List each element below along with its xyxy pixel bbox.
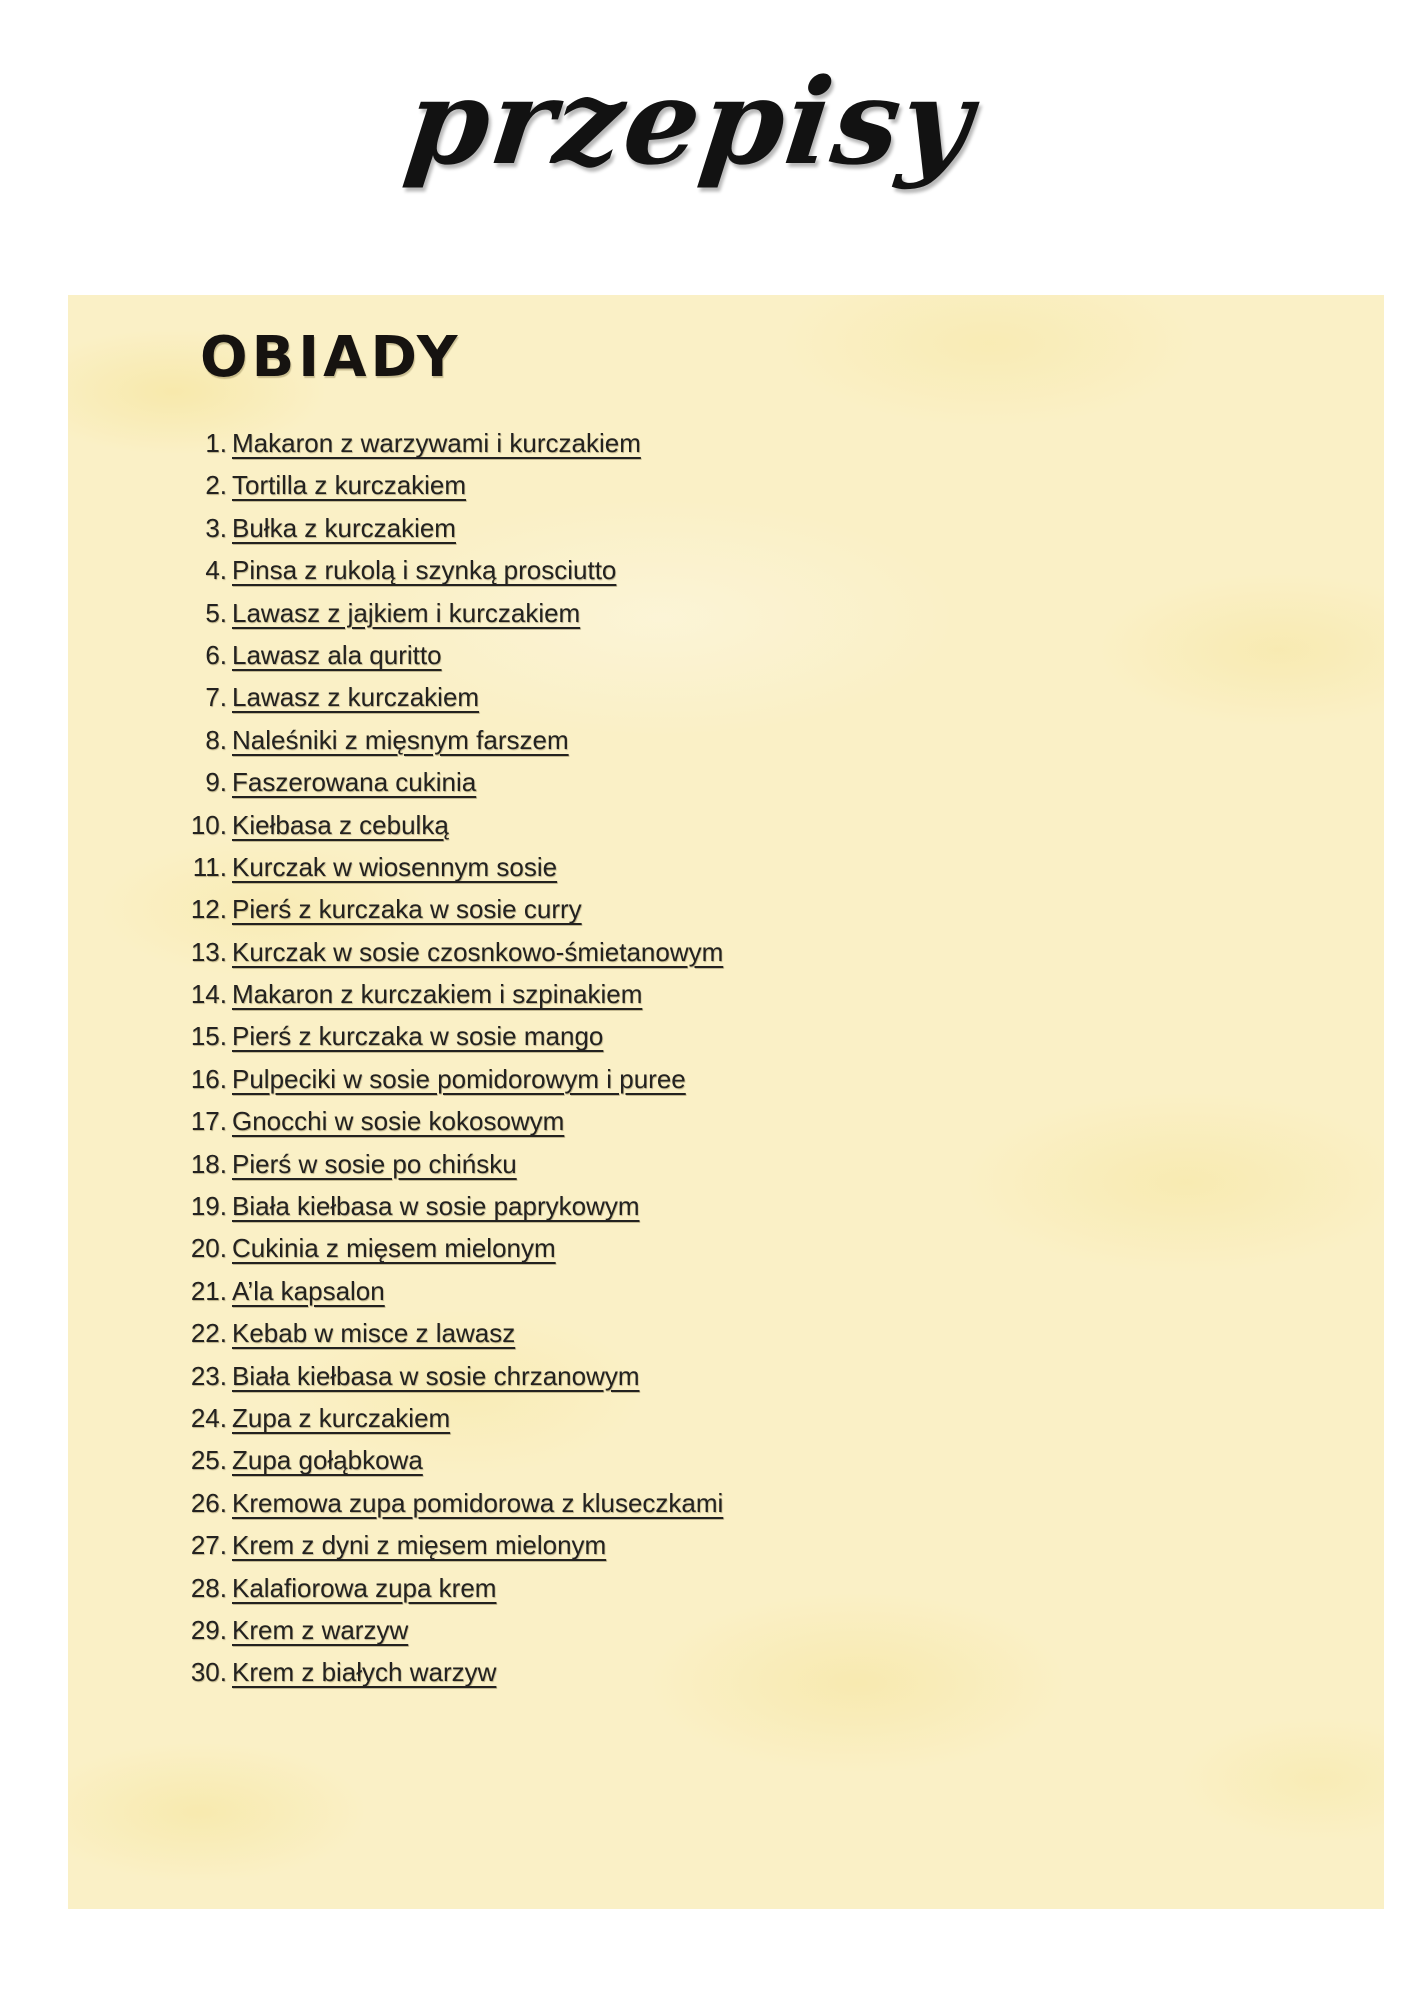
list-item-link[interactable]: Pinsa z rukolą i szynką prosciutto — [232, 555, 617, 586]
list-item-number: 23. — [190, 1360, 227, 1391]
recipe-list — [68, 422, 1384, 1694]
list-item-link[interactable]: Kremowa zupa pomidorowa z kluseczkami — [232, 1487, 724, 1518]
list-item-link[interactable]: Kebab w misce z lawasz — [232, 1318, 516, 1349]
list-item-number: 28. — [190, 1572, 227, 1603]
list-item — [68, 888, 1384, 930]
list-item-number: 2. — [205, 470, 227, 501]
list-item-number: 21. — [190, 1275, 227, 1306]
list-item-number: 5. — [205, 597, 227, 628]
list-item — [68, 634, 1384, 676]
list-item — [68, 846, 1384, 888]
list-item-link[interactable]: Kurczak w wiosennym sosie — [232, 851, 558, 882]
list-item — [68, 1567, 1384, 1609]
list-item-link[interactable]: Krem z dyni z mięsem mielonym — [232, 1530, 607, 1561]
list-item-number: 25. — [190, 1445, 227, 1476]
list-item — [68, 931, 1384, 973]
list-item-link[interactable]: Krem z warzyw — [232, 1614, 409, 1645]
section-heading: OBIADY — [200, 325, 462, 390]
list-item-number: 24. — [190, 1402, 227, 1433]
list-item-number: 16. — [190, 1063, 227, 1094]
list-item-number: 11. — [192, 851, 227, 882]
list-item — [68, 507, 1384, 549]
list-item-number: 27. — [190, 1530, 227, 1561]
list-item-link[interactable]: Pierś w sosie po chińsku — [232, 1148, 517, 1179]
list-item-link[interactable]: Kurczak w sosie czosnkowo-śmietanowym — [232, 936, 724, 967]
list-item — [68, 1312, 1384, 1354]
list-item-link[interactable]: Lawasz ala quritto — [232, 639, 442, 670]
list-item-number: 19. — [190, 1191, 227, 1222]
list-item-number: 4. — [205, 555, 227, 586]
list-item — [68, 549, 1384, 591]
list-item — [68, 1397, 1384, 1439]
list-item — [68, 719, 1384, 761]
list-item-number: 14. — [190, 979, 227, 1010]
list-item-link[interactable]: Cukinia z mięsem mielonym — [232, 1233, 556, 1264]
list-item-link[interactable]: Lawasz z jajkiem i kurczakiem — [232, 597, 581, 628]
list-item-link[interactable]: Naleśniki z mięsnym farszem — [232, 724, 569, 755]
list-item-number: 1. — [205, 428, 227, 458]
list-item-number: 13. — [190, 936, 227, 967]
list-item-link[interactable]: Faszerowana cukinia — [232, 767, 477, 798]
list-item — [68, 804, 1384, 846]
list-item-link[interactable]: Kiełbasa z cebulką — [232, 809, 449, 840]
list-item-number: 10. — [190, 809, 227, 840]
list-item-link[interactable]: Gnocchi w sosie kokosowym — [232, 1106, 565, 1137]
list-item-number: 3. — [205, 512, 227, 543]
list-item-number: 17. — [190, 1106, 227, 1137]
list-item-number: 6. — [205, 639, 227, 670]
list-item-number: 18. — [190, 1148, 227, 1179]
list-item-link[interactable]: Makaron z warzywami i kurczakiem — [232, 428, 641, 458]
list-item-link[interactable]: Pulpeciki w sosie pomidorowym i puree — [232, 1063, 686, 1094]
list-item — [68, 1482, 1384, 1524]
list-item-link[interactable]: Lawasz z kurczakiem — [232, 682, 480, 713]
list-item-number: 26. — [190, 1487, 227, 1518]
list-item-link[interactable]: Krem z białych warzyw — [232, 1657, 497, 1688]
list-item-link[interactable]: Biała kiełbasa w sosie chrzanowym — [232, 1360, 640, 1391]
list-item-number: 7. — [205, 682, 227, 713]
list-item — [68, 1270, 1384, 1312]
list-item-link[interactable]: Zupa gołąbkowa — [232, 1445, 423, 1476]
list-item — [68, 676, 1384, 718]
list-item-link[interactable]: Kalafiorowa zupa krem — [232, 1572, 497, 1603]
list-item-link[interactable]: Biała kiełbasa w sosie paprykowym — [232, 1191, 640, 1222]
list-item-number: 29. — [190, 1614, 227, 1645]
list-item-link[interactable]: A’la kapsalon — [232, 1275, 385, 1306]
list-item-number: 15. — [190, 1021, 227, 1052]
list-item — [68, 1227, 1384, 1269]
list-item-number: 30. — [190, 1657, 227, 1688]
list-item — [68, 1355, 1384, 1397]
list-item — [68, 1100, 1384, 1142]
list-item — [68, 464, 1384, 506]
list-item — [68, 1185, 1384, 1227]
list-item-number: 20. — [190, 1233, 227, 1264]
list-item — [68, 761, 1384, 803]
list-item — [68, 1058, 1384, 1100]
list-item — [68, 1524, 1384, 1566]
list-item-link[interactable]: Pierś z kurczaka w sosie curry — [232, 894, 582, 925]
list-item — [68, 592, 1384, 634]
list-item-link[interactable]: Pierś z kurczaka w sosie mango — [232, 1021, 604, 1052]
recipes-panel — [68, 295, 1384, 1909]
list-item-number: 9. — [205, 767, 227, 798]
list-item — [68, 1651, 1384, 1693]
list-item-number: 22. — [190, 1318, 227, 1349]
page-title: przepisy — [398, 52, 982, 191]
list-item — [68, 422, 1384, 464]
list-item-number: 8. — [205, 724, 227, 755]
list-item-link[interactable]: Makaron z kurczakiem i szpinakiem — [232, 979, 643, 1010]
list-item-link[interactable]: Tortilla z kurczakiem — [232, 470, 467, 501]
list-item — [68, 1439, 1384, 1481]
list-item — [68, 1143, 1384, 1185]
list-item-number: 12. — [190, 894, 227, 925]
list-item — [68, 973, 1384, 1015]
list-item-link[interactable]: Bułka z kurczakiem — [232, 512, 456, 543]
list-item-link[interactable]: Zupa z kurczakiem — [232, 1402, 451, 1433]
list-item — [68, 1609, 1384, 1651]
list-item — [68, 1015, 1384, 1057]
